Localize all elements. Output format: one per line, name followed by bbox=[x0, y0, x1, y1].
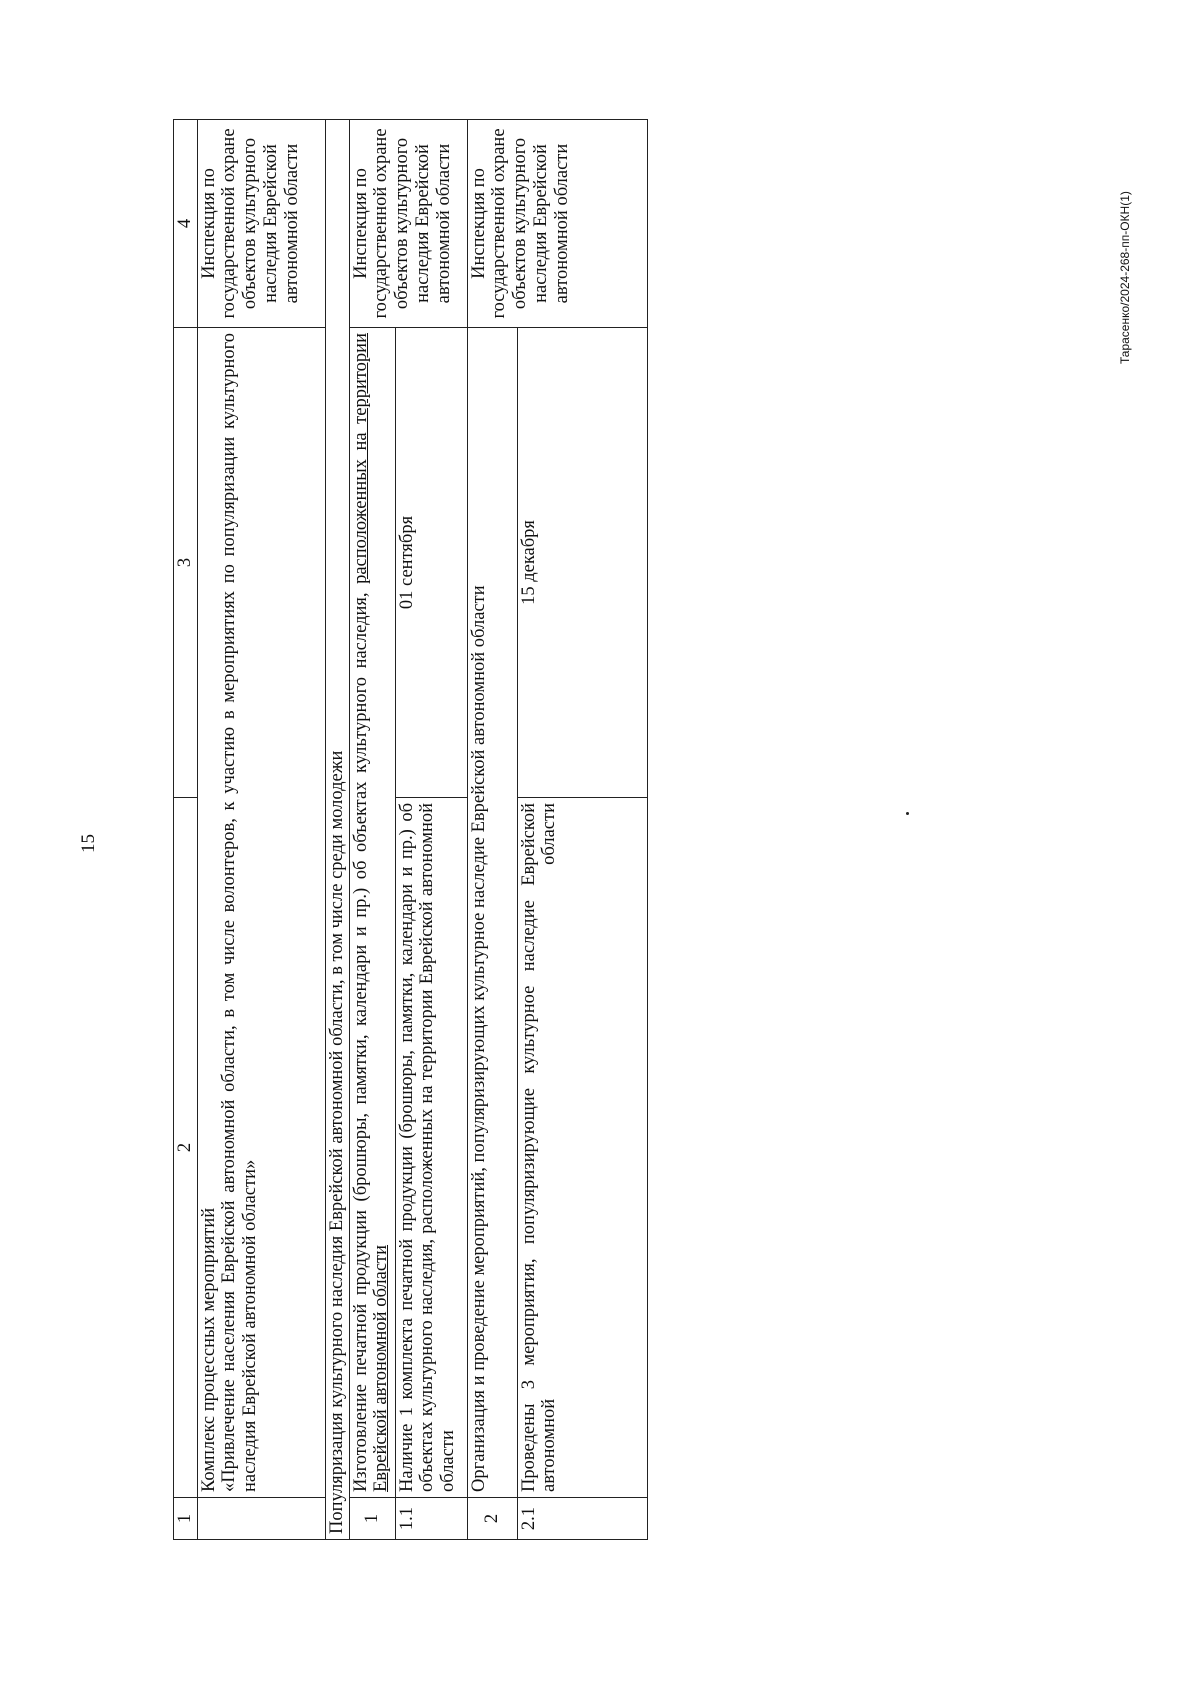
complex-description-cell bbox=[197, 328, 325, 1498]
task-1-text-part1: Изготовление печатной продукции (брошюры, памятки, календари и пр.) об объектах культурного наследия, bbox=[350, 583, 371, 1492]
row-1-1-num: 1.1 bbox=[395, 1498, 467, 1540]
task-1-responsible: Инспекция по государственной охране объектов культурного наследия Еврейской автономной области bbox=[349, 120, 467, 328]
task-2-text: Организация и проведение мероприятий, популяризирующих культурное наследие Еврейской автономной области bbox=[467, 328, 517, 1498]
task-2-num: 2 bbox=[467, 1498, 517, 1540]
row-1-1-text: Наличие 1 комплекта печатной продукции (брошюры, памятки, календари и пр.) об объектах культурного наследия, расположенных на территории Еврейской автономной области bbox=[395, 798, 467, 1498]
task-1-num: 1 bbox=[349, 1498, 395, 1540]
row-1-1-date: 01 сентября bbox=[395, 328, 467, 798]
task-2-responsible: Инспекция по государственной охране объектов культурного наследия Еврейской автономной области bbox=[467, 120, 647, 328]
row-2-1-num: 2.1 bbox=[517, 1498, 647, 1540]
complex-row bbox=[197, 120, 325, 1540]
task-1-row bbox=[349, 120, 395, 1540]
complex-responsible: Инспекция по государственной охране объектов культурного наследия Еврейской автономной области bbox=[197, 120, 325, 328]
complex-title: Комплекс процессных мероприятий bbox=[198, 1207, 219, 1492]
complex-num-cell bbox=[197, 1498, 325, 1540]
task-1-text-part2: расположенных на территории Еврейской автономной области bbox=[350, 333, 392, 1492]
header-col-2: 2 bbox=[174, 798, 198, 1498]
row-2-1-date: 15 декабря bbox=[517, 328, 647, 798]
complex-text: «Привлечение населения Еврейской автономной области, в том числе волонтеров, к участию в мероприятиях по популяризации культурного наследия Еврейской автономной области» bbox=[219, 333, 261, 1492]
stray-dot-mark bbox=[906, 812, 909, 815]
plan-table-grid bbox=[173, 119, 648, 1540]
header-col-1: 1 bbox=[174, 1498, 198, 1540]
row-2-1 bbox=[517, 120, 647, 1540]
task-1-text-cell bbox=[349, 328, 395, 1498]
row-1-1 bbox=[395, 120, 467, 1540]
row-2-1-text: Проведены 3 мероприятия, популяризирующие культурное наследие Еврейской автономной области bbox=[517, 798, 647, 1498]
header-row bbox=[174, 120, 198, 1540]
task-2-row bbox=[467, 120, 517, 1540]
page-number: 15 bbox=[78, 834, 99, 853]
section-row bbox=[325, 120, 349, 1540]
header-col-4: 4 bbox=[174, 120, 198, 328]
plan-table bbox=[173, 120, 643, 1540]
document-code: Тарасенко/2024-268-пп-ОКН(1) bbox=[1118, 191, 1132, 364]
section-title: Популяризация культурного наследия Еврейской автономной области, в том числе среди молодежи bbox=[325, 120, 349, 1540]
header-col-3: 3 bbox=[174, 328, 198, 798]
